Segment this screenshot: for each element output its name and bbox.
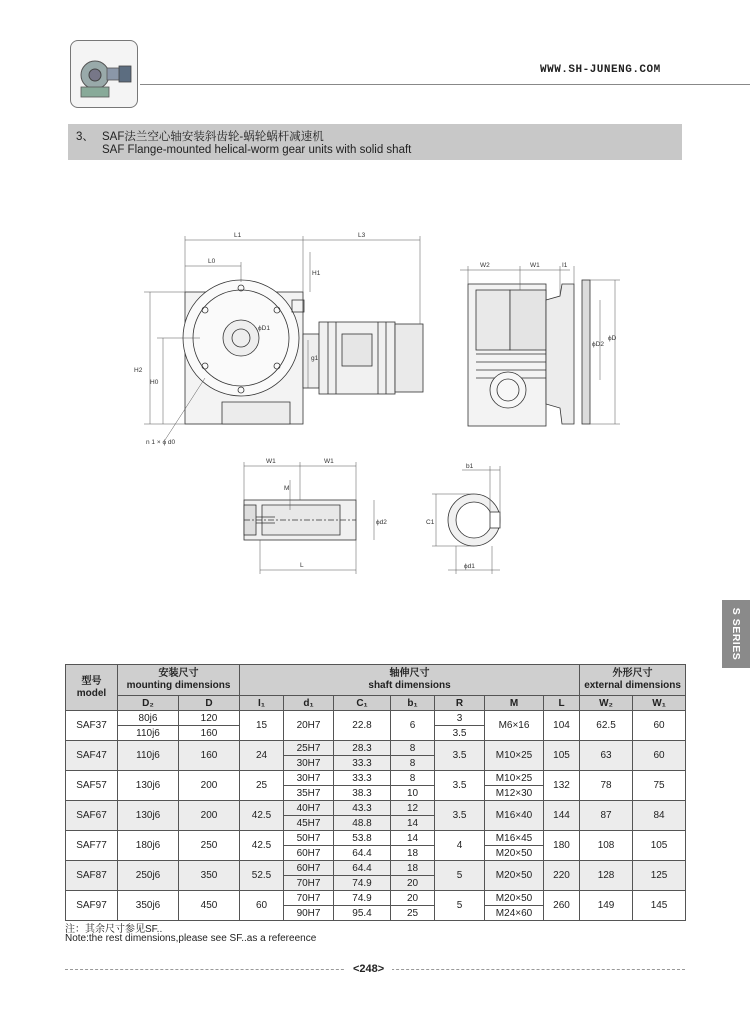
- cell-m: M10×25: [485, 741, 544, 771]
- cell-d1: 60H7: [284, 846, 334, 861]
- label-L1: L1: [234, 232, 242, 239]
- cell-b1: 20: [391, 891, 435, 906]
- table-row: [66, 861, 686, 876]
- cell-b1: 8: [391, 741, 435, 756]
- label-L3: L3: [358, 232, 366, 239]
- label-W2: W2: [480, 262, 490, 269]
- cell-c1: 74.9: [334, 891, 391, 906]
- cell-c1: 53.8: [334, 831, 391, 846]
- dimension-table: [65, 664, 686, 921]
- col-header: M: [485, 696, 544, 711]
- cell-l: 144: [544, 801, 580, 831]
- header-external: [580, 665, 686, 696]
- header-model-zh: 型号: [81, 675, 102, 687]
- cell-b1: 6: [391, 711, 435, 741]
- label-H1: H1: [312, 270, 321, 277]
- col-header: D: [179, 696, 240, 711]
- header-shaft-en: shaft dimensions: [368, 680, 451, 691]
- cell-d2: 180j6: [118, 831, 179, 861]
- col-header: L: [544, 696, 580, 711]
- cell-w2: 87: [580, 801, 633, 831]
- label-W1-shaft-a: W1: [266, 458, 276, 465]
- cell-d: 160: [179, 726, 240, 741]
- cell-d1: 70H7: [284, 891, 334, 906]
- cell-i1: 52.5: [240, 861, 284, 891]
- cell-c1: 48.8: [334, 816, 391, 831]
- label-I1: I1: [562, 262, 568, 269]
- cell-c1: 22.8: [334, 711, 391, 741]
- cell-w2: 62.5: [580, 711, 633, 741]
- cell-b1: 25: [391, 906, 435, 921]
- cell-i1: 24: [240, 741, 284, 771]
- cell-l: 104: [544, 711, 580, 741]
- cell-r: 3.5: [435, 801, 485, 831]
- cell-b1: 14: [391, 816, 435, 831]
- page-number: <248>: [345, 963, 392, 975]
- cell-i1: 42.5: [240, 831, 284, 861]
- cell-model: SAF37: [66, 711, 118, 741]
- col-header: I₁: [240, 696, 284, 711]
- cell-d2: 130j6: [118, 771, 179, 801]
- header-shaft: [240, 665, 580, 696]
- cell-m: M12×30: [485, 786, 544, 801]
- cell-model: SAF97: [66, 891, 118, 921]
- series-side-tab: [722, 600, 750, 668]
- cell-r: 4: [435, 831, 485, 861]
- cell-b1: 8: [391, 771, 435, 786]
- cell-l: 220: [544, 861, 580, 891]
- cell-w1: 105: [633, 831, 686, 861]
- cell-d2: 130j6: [118, 801, 179, 831]
- side-view: [468, 280, 590, 426]
- cell-w1: 60: [633, 741, 686, 771]
- table-row: [66, 801, 686, 816]
- label-D: ϕD: [608, 335, 617, 342]
- cell-d: 120: [179, 711, 240, 726]
- col-header: R: [435, 696, 485, 711]
- header-external-zh: 外形尺寸: [612, 668, 653, 679]
- cell-m: M16×45: [485, 831, 544, 846]
- table-row: [66, 771, 686, 786]
- cell-d2: 350j6: [118, 891, 179, 921]
- cell-model: SAF57: [66, 771, 118, 801]
- cell-m: M6×16: [485, 711, 544, 741]
- series-side-tab-label: S SERIES: [730, 607, 742, 661]
- table-row: [66, 741, 686, 756]
- note-zh: 注：其余尺寸参见SF..: [65, 924, 163, 935]
- label-H2: H2: [134, 367, 143, 374]
- cell-d2: 80j6: [118, 711, 179, 726]
- table-row: [66, 891, 686, 906]
- label-D2: ϕD2: [592, 341, 604, 348]
- cell-w2: 78: [580, 771, 633, 801]
- cell-m: M10×25: [485, 771, 544, 786]
- label-d2: ϕd2: [376, 519, 387, 526]
- cell-d1: 25H7: [284, 741, 334, 756]
- col-header: D₂: [118, 696, 179, 711]
- header-mounting: [118, 665, 240, 696]
- cell-r: 5: [435, 891, 485, 921]
- cell-d1: 45H7: [284, 816, 334, 831]
- cell-c1: 74.9: [334, 876, 391, 891]
- cell-model: SAF87: [66, 861, 118, 891]
- label-b1: b1: [466, 463, 474, 470]
- cell-c1: 38.3: [334, 786, 391, 801]
- cell-m: M16×40: [485, 801, 544, 831]
- col-header: W₂: [580, 696, 633, 711]
- cell-d2: 110j6: [118, 741, 179, 771]
- cell-b1: 14: [391, 831, 435, 846]
- cell-d1: 20H7: [284, 711, 334, 741]
- cell-b1: 20: [391, 876, 435, 891]
- cell-d: 450: [179, 891, 240, 921]
- cell-model: SAF47: [66, 741, 118, 771]
- cell-m: M20×50: [485, 861, 544, 891]
- section-number: 3、: [76, 131, 94, 143]
- cell-b1: 18: [391, 861, 435, 876]
- col-header: C₁: [334, 696, 391, 711]
- table-row: [66, 711, 686, 726]
- cell-b1: 12: [391, 801, 435, 816]
- cell-w2: 149: [580, 891, 633, 921]
- cell-i1: 15: [240, 711, 284, 741]
- cell-c1: 28.3: [334, 741, 391, 756]
- cell-r: 5: [435, 861, 485, 891]
- cell-d1: 30H7: [284, 771, 334, 786]
- header-mounting-en: mounting dimensions: [126, 680, 231, 691]
- cell-w2: 108: [580, 831, 633, 861]
- cell-w1: 84: [633, 801, 686, 831]
- cell-d: 160: [179, 741, 240, 771]
- cell-d1: 90H7: [284, 906, 334, 921]
- cell-w1: 125: [633, 861, 686, 891]
- col-header: W₁: [633, 696, 686, 711]
- label-L0: L0: [208, 258, 216, 265]
- section-title-zh: SAF法兰空心轴安装斜齿轮-蜗轮蜗杆减速机: [102, 131, 324, 143]
- cell-r: 3.5: [435, 726, 485, 741]
- shaft-cross-section: [448, 494, 500, 546]
- cell-r: 3.5: [435, 771, 485, 801]
- cell-c1: 95.4: [334, 906, 391, 921]
- cell-c1: 33.3: [334, 771, 391, 786]
- cell-m: M24×60: [485, 906, 544, 921]
- cell-w1: 145: [633, 891, 686, 921]
- cell-model: SAF67: [66, 801, 118, 831]
- cell-b1: 10: [391, 786, 435, 801]
- cell-d1: 60H7: [284, 861, 334, 876]
- header-shaft-zh: 轴伸尺寸: [389, 668, 430, 679]
- cell-d: 350: [179, 861, 240, 891]
- front-view: [183, 280, 423, 424]
- cell-d2: 250j6: [118, 861, 179, 891]
- cell-d1: 30H7: [284, 756, 334, 771]
- cell-d: 250: [179, 831, 240, 861]
- cell-m: M20×50: [485, 846, 544, 861]
- header-external-en: external dimensions: [584, 680, 681, 691]
- cell-d: 200: [179, 801, 240, 831]
- cell-w1: 75: [633, 771, 686, 801]
- cell-d1: 70H7: [284, 876, 334, 891]
- note-en: Note:the rest dimensions,please see SF..as a refereence: [65, 933, 317, 944]
- cell-b1: 18: [391, 846, 435, 861]
- label-D1: ϕD1: [258, 325, 270, 332]
- label-d1: ϕd1: [464, 563, 475, 570]
- table-row: [66, 831, 686, 846]
- label-W1-shaft-b: W1: [324, 458, 334, 465]
- cell-d1: 40H7: [284, 801, 334, 816]
- label-L: L: [300, 562, 304, 569]
- cell-l: 105: [544, 741, 580, 771]
- cell-w2: 63: [580, 741, 633, 771]
- shaft-section-view: [244, 500, 356, 540]
- cell-b1: 8: [391, 756, 435, 771]
- cell-r: 3: [435, 711, 485, 726]
- cell-i1: 25: [240, 771, 284, 801]
- col-header: b₁: [391, 696, 435, 711]
- col-header: d₁: [284, 696, 334, 711]
- label-C1: C1: [426, 519, 435, 526]
- header-mounting-zh: 安装尺寸: [158, 668, 199, 679]
- cell-c1: 64.4: [334, 861, 391, 876]
- label-n1d0: n 1 × ϕ d0: [146, 439, 176, 446]
- cell-c1: 33.3: [334, 756, 391, 771]
- table-body: [66, 711, 686, 921]
- cell-l: 132: [544, 771, 580, 801]
- label-H0: H0: [150, 379, 159, 386]
- cell-c1: 64.4: [334, 846, 391, 861]
- label-M: M: [284, 485, 290, 492]
- cell-r: 3.5: [435, 741, 485, 771]
- cell-d1: 50H7: [284, 831, 334, 846]
- label-g1: g1: [311, 355, 319, 362]
- header-model: [66, 665, 118, 711]
- section-title-en: SAF Flange-mounted helical-worm gear units with solid shaft: [102, 144, 412, 156]
- cell-m: M20×50: [485, 891, 544, 906]
- cell-d: 200: [179, 771, 240, 801]
- cell-c1: 43.3: [334, 801, 391, 816]
- header-model-en: model: [76, 687, 107, 699]
- cell-d2: 110j6: [118, 726, 179, 741]
- cell-w2: 128: [580, 861, 633, 891]
- cell-i1: 42.5: [240, 801, 284, 831]
- cell-model: SAF77: [66, 831, 118, 861]
- cell-i1: 60: [240, 891, 284, 921]
- cell-d1: 35H7: [284, 786, 334, 801]
- column-header-row: [66, 696, 686, 711]
- website-url: WWW.SH-JUNENG.COM: [540, 64, 661, 76]
- label-W1-side: W1: [530, 262, 540, 269]
- cell-l: 260: [544, 891, 580, 921]
- cell-l: 180: [544, 831, 580, 861]
- cell-w1: 60: [633, 711, 686, 741]
